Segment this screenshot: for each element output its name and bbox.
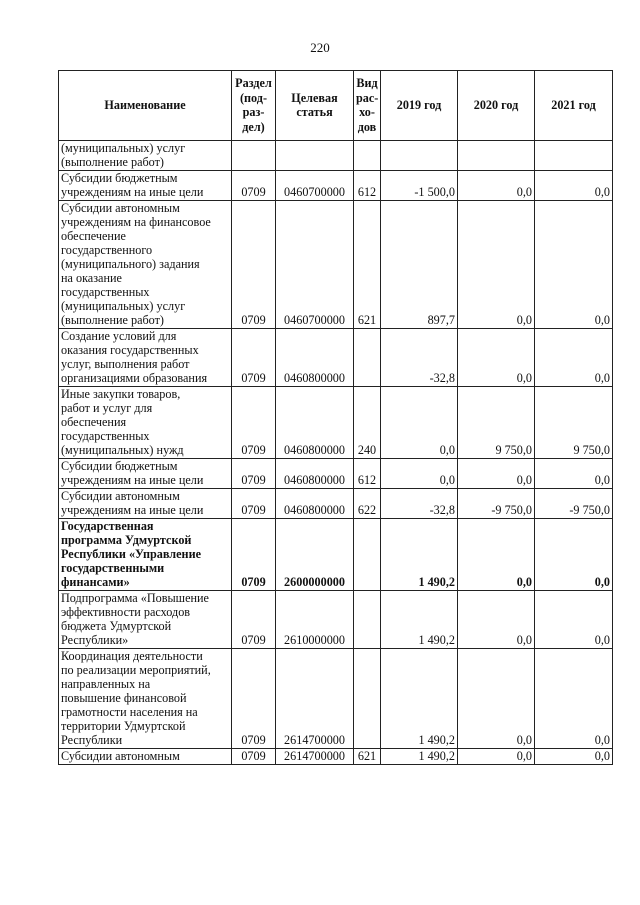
cell-name-line: учреждениям на финансовое xyxy=(61,215,211,229)
cell-name-line: Субсидии автономным xyxy=(61,749,180,763)
cell-y2021: -9 750,0 xyxy=(535,489,613,519)
cell-y2021: 0,0 xyxy=(535,171,613,201)
cell-target: 2614700000 xyxy=(276,649,354,749)
cell-name-line: направленных на xyxy=(61,677,151,691)
cell-name-line: программа Удмуртской xyxy=(61,533,192,547)
cell-section: 0709 xyxy=(232,591,276,649)
budget-table xyxy=(58,70,613,765)
cell-name xyxy=(59,591,232,649)
table-row xyxy=(59,649,613,749)
cell-y2021: 0,0 xyxy=(535,749,613,765)
cell-name-line: Подпрограмма «Повышение xyxy=(61,591,209,605)
table-body xyxy=(59,141,613,765)
header-target-line: статья xyxy=(296,105,333,119)
cell-target: 0460800000 xyxy=(276,489,354,519)
cell-name-line: государственных xyxy=(61,285,150,299)
cell-target xyxy=(276,141,354,171)
cell-expense: 240 xyxy=(354,387,381,459)
cell-name-line: территории Удмуртской xyxy=(61,719,186,733)
cell-name-line: Иные закупки товаров, xyxy=(61,387,181,401)
cell-section: 0709 xyxy=(232,749,276,765)
cell-name-line: эффективности расходов xyxy=(61,605,191,619)
cell-name-line: Субсидии автономным xyxy=(61,201,180,215)
cell-name-line: (выполнение работ) xyxy=(61,155,164,169)
cell-y2020: 0,0 xyxy=(458,591,535,649)
header-expense xyxy=(354,71,381,141)
cell-expense: 612 xyxy=(354,171,381,201)
cell-expense: 612 xyxy=(354,459,381,489)
cell-name-line: по реализации мероприятий, xyxy=(61,663,211,677)
cell-name xyxy=(59,201,232,329)
header-expense-line: хо- xyxy=(359,105,375,119)
cell-name xyxy=(59,519,232,591)
header-section-line: дел) xyxy=(242,119,265,134)
cell-section xyxy=(232,141,276,171)
cell-target: 0460800000 xyxy=(276,387,354,459)
cell-name xyxy=(59,171,232,201)
cell-name-line: (муниципальных) услуг xyxy=(61,299,186,313)
cell-expense xyxy=(354,649,381,749)
table-row xyxy=(59,459,613,489)
cell-section: 0709 xyxy=(232,329,276,387)
cell-expense: 621 xyxy=(354,749,381,765)
cell-section: 0709 xyxy=(232,459,276,489)
cell-y2021: 0,0 xyxy=(535,329,613,387)
cell-y2019 xyxy=(381,141,458,171)
cell-name xyxy=(59,329,232,387)
header-2020: 2020 год xyxy=(458,71,535,141)
cell-name-line: учреждениям на иные цели xyxy=(61,473,204,487)
header-expense-line: Вид xyxy=(356,76,378,90)
table-row xyxy=(59,171,613,201)
cell-y2019: 1 490,2 xyxy=(381,591,458,649)
cell-name xyxy=(59,489,232,519)
cell-name-line: учреждениям на иные цели xyxy=(61,185,204,199)
cell-name-line: повышение финансовой xyxy=(61,691,187,705)
cell-name-line: государственных xyxy=(61,429,150,443)
cell-name-line: бюджета Удмуртской xyxy=(61,619,172,633)
header-section-line: раз- xyxy=(242,105,265,119)
cell-section: 0709 xyxy=(232,489,276,519)
cell-name-line: обеспечения xyxy=(61,415,127,429)
cell-name-line: Государственная xyxy=(61,519,154,533)
cell-name-line: государственными xyxy=(61,561,165,575)
cell-section: 0709 xyxy=(232,387,276,459)
cell-expense: 622 xyxy=(354,489,381,519)
cell-expense xyxy=(354,591,381,649)
cell-y2019: 1 490,2 xyxy=(381,749,458,765)
header-target xyxy=(276,71,354,141)
cell-target: 0460800000 xyxy=(276,329,354,387)
cell-name xyxy=(59,387,232,459)
cell-y2019: 0,0 xyxy=(381,459,458,489)
cell-y2021: 0,0 xyxy=(535,459,613,489)
cell-name xyxy=(59,749,232,765)
cell-y2020: 0,0 xyxy=(458,329,535,387)
cell-name-line: государственного xyxy=(61,243,153,257)
cell-section: 0709 xyxy=(232,519,276,591)
table-row xyxy=(59,141,613,171)
cell-y2020: 9 750,0 xyxy=(458,387,535,459)
cell-name-line: Субсидии автономным xyxy=(61,489,180,503)
header-section-line: Раздел xyxy=(235,76,272,90)
table-row xyxy=(59,489,613,519)
table-row xyxy=(59,519,613,591)
cell-section: 0709 xyxy=(232,649,276,749)
page-number: 220 xyxy=(310,40,330,55)
cell-expense: 621 xyxy=(354,201,381,329)
cell-name-line: грамотности населения на xyxy=(61,705,198,719)
cell-name-line: Республики «Управление xyxy=(61,547,201,561)
cell-y2021 xyxy=(535,141,613,171)
header-name: Наименование xyxy=(59,71,232,141)
cell-name-line: работ и услуг для xyxy=(61,401,153,415)
cell-name-line: (муниципальных) услуг xyxy=(61,141,186,155)
cell-name-line: финансами» xyxy=(61,575,130,589)
cell-y2021: 0,0 xyxy=(535,201,613,329)
cell-name xyxy=(59,141,232,171)
header-section-line: (под- xyxy=(239,90,268,105)
cell-target: 0460700000 xyxy=(276,171,354,201)
header-section xyxy=(232,71,276,141)
table-row xyxy=(59,201,613,329)
cell-expense xyxy=(354,141,381,171)
cell-y2020: 0,0 xyxy=(458,201,535,329)
header-2019: 2019 год xyxy=(381,71,458,141)
cell-section: 0709 xyxy=(232,171,276,201)
cell-y2020: 0,0 xyxy=(458,519,535,591)
cell-target: 2600000000 xyxy=(276,519,354,591)
cell-name-line: Субсидии бюджетным xyxy=(61,459,178,473)
cell-y2020: 0,0 xyxy=(458,459,535,489)
cell-name-line: учреждениям на иные цели xyxy=(61,503,204,517)
cell-section: 0709 xyxy=(232,201,276,329)
cell-y2020: 0,0 xyxy=(458,649,535,749)
header-expense-line: рас- xyxy=(356,90,379,105)
header-expense-line: дов xyxy=(357,119,377,134)
cell-expense xyxy=(354,329,381,387)
cell-name-line: (муниципального) задания xyxy=(61,257,200,271)
cell-expense xyxy=(354,519,381,591)
cell-name-line: Субсидии бюджетным xyxy=(61,171,178,185)
cell-y2021: 0,0 xyxy=(535,649,613,749)
cell-y2020: 0,0 xyxy=(458,171,535,201)
cell-name-line: Создание условий для xyxy=(61,329,177,343)
cell-target: 2610000000 xyxy=(276,591,354,649)
cell-y2019: -32,8 xyxy=(381,329,458,387)
cell-y2019: -32,8 xyxy=(381,489,458,519)
cell-name-line: оказания государственных xyxy=(61,343,199,357)
table-row xyxy=(59,591,613,649)
cell-target: 0460800000 xyxy=(276,459,354,489)
cell-y2019: 1 490,2 xyxy=(381,649,458,749)
header-2021: 2021 год xyxy=(535,71,613,141)
cell-name-line: (выполнение работ) xyxy=(61,313,164,327)
header-target-line: Целевая xyxy=(291,90,338,105)
cell-name xyxy=(59,459,232,489)
cell-name-line: Республики» xyxy=(61,633,129,647)
cell-name-line: обеспечение xyxy=(61,229,126,243)
cell-name-line: услуг, выполнения работ xyxy=(61,357,190,371)
cell-y2020: -9 750,0 xyxy=(458,489,535,519)
table-row xyxy=(59,329,613,387)
cell-y2021: 0,0 xyxy=(535,519,613,591)
cell-y2019: 1 490,2 xyxy=(381,519,458,591)
cell-y2019: 897,7 xyxy=(381,201,458,329)
cell-target: 2614700000 xyxy=(276,749,354,765)
cell-y2021: 9 750,0 xyxy=(535,387,613,459)
cell-target: 0460700000 xyxy=(276,201,354,329)
cell-y2019: 0,0 xyxy=(381,387,458,459)
table-row xyxy=(59,749,613,765)
table-row xyxy=(59,387,613,459)
cell-name-line: на оказание xyxy=(61,271,122,285)
cell-name xyxy=(59,649,232,749)
cell-y2019: -1 500,0 xyxy=(381,171,458,201)
cell-y2020: 0,0 xyxy=(458,749,535,765)
cell-name-line: (муниципальных) нужд xyxy=(61,443,184,457)
cell-name-line: Координация деятельности xyxy=(61,649,203,663)
header-row xyxy=(59,71,613,141)
cell-y2021: 0,0 xyxy=(535,591,613,649)
cell-y2020 xyxy=(458,141,535,171)
cell-name-line: организациями образования xyxy=(61,371,208,385)
cell-name-line: Республики xyxy=(61,733,123,747)
